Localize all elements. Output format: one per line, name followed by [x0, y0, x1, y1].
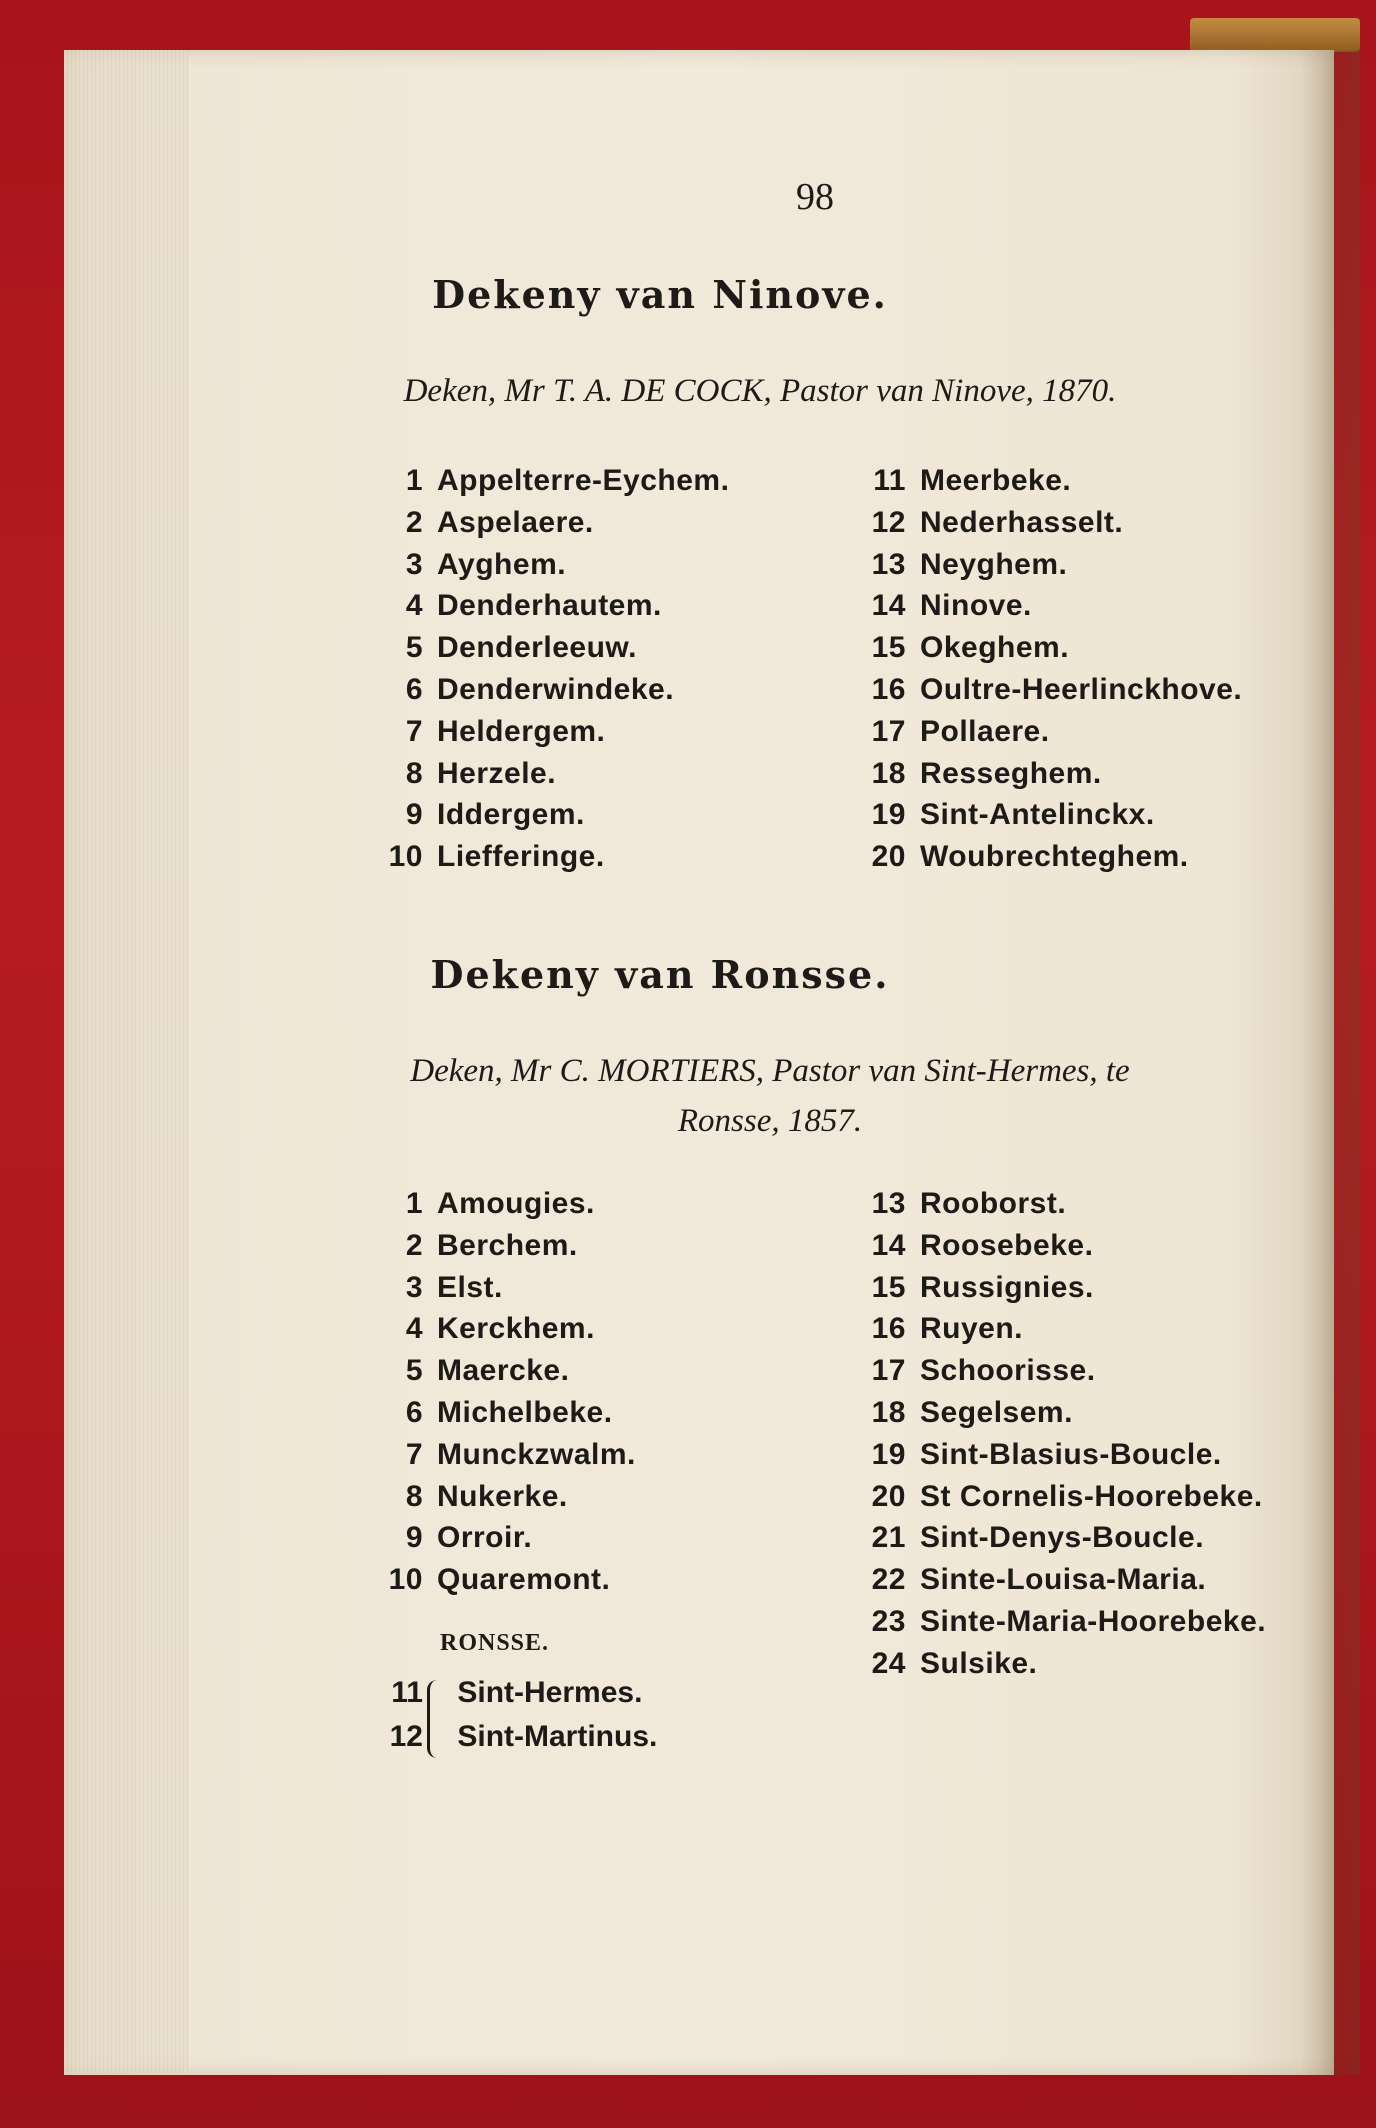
parish-list-item: [375, 1559, 636, 1601]
parish-name: Pollaere.: [920, 714, 1050, 748]
parish-list-item: [375, 1267, 636, 1309]
parish-name: Oultre-Heerlinckhove.: [920, 672, 1243, 706]
parish-list-item: [375, 1183, 636, 1225]
parish-name: Munckzwalm.: [437, 1437, 636, 1471]
parish-name: Heldergem.: [437, 714, 606, 748]
dean-line-ronsse-2: Ronsse, 1857.: [677, 1103, 863, 1139]
parish-number: 24: [871, 1646, 906, 1680]
parish-number: 4: [405, 589, 423, 623]
parish-name: Ruyen.: [920, 1312, 1024, 1346]
parish-number: 8: [405, 756, 423, 790]
parish-name: Russignies.: [920, 1270, 1094, 1304]
parish-number: 7: [405, 714, 423, 748]
parish-name: Amougies.: [437, 1187, 595, 1220]
parish-list-item: [375, 627, 729, 669]
parish-name: Woubrechteghem.: [920, 840, 1189, 874]
parish-list-ronsse-right: [858, 1183, 1266, 1685]
parish-name: Berchem.: [437, 1228, 578, 1262]
parish-list-item: [375, 1434, 636, 1476]
parish-list-ninove-left: [375, 460, 729, 878]
parish-list-item: [858, 585, 1242, 627]
parish-name: Sulsike.: [920, 1646, 1038, 1680]
parish-number: 19: [871, 798, 906, 832]
parish-name: Denderhautem.: [437, 589, 662, 623]
parish-name: Neyghem.: [920, 547, 1068, 581]
parish-list-item: [858, 627, 1242, 669]
parish-list-item: [375, 794, 729, 836]
parish-list-item: [375, 460, 729, 502]
parish-name: Sint-Blasius-Boucle.: [920, 1437, 1222, 1471]
parish-list-item: [858, 1350, 1266, 1392]
parish-list-item: [375, 1350, 636, 1392]
parish-number: 15: [871, 1270, 906, 1304]
parish-list-item: [858, 669, 1242, 711]
dean-line-ninove: Deken, Mr T. A. DE COCK, Pastor van Ninove, 1870.: [403, 373, 1117, 409]
section-heading-ronsse: Dekeny van Ronsse.: [430, 952, 890, 997]
parish-number: 2: [405, 1228, 423, 1262]
dean-line-ronsse-1: Deken, Mr C. MORTIERS, Pastor van Sint-Hermes, te: [410, 1053, 1130, 1089]
parish-list-item: [858, 1643, 1266, 1685]
parish-number: 1: [405, 464, 423, 497]
parish-list-item: [858, 711, 1242, 753]
bracketed-parish-item: [375, 1716, 657, 1758]
parish-name: Roosebeke.: [920, 1228, 1094, 1262]
parish-list-item: [375, 1476, 636, 1518]
parish-number: 13: [871, 547, 906, 581]
parish-name: Resseghem.: [920, 756, 1102, 790]
parish-name: Nederhasselt.: [920, 505, 1124, 539]
parish-number: 18: [871, 756, 906, 790]
bracketed-parish-name: Sint-Martinus.: [457, 1720, 658, 1753]
parish-number: 10: [388, 840, 423, 874]
bracketed-parish-name: Sint-Hermes.: [457, 1676, 643, 1709]
parish-list-item: [375, 1225, 636, 1267]
parish-list-item: [858, 1601, 1266, 1643]
parish-name: Meerbeke.: [920, 464, 1072, 497]
parish-name: Iddergem.: [437, 798, 585, 832]
parish-list-item: [858, 460, 1242, 502]
parish-name: Okeghem.: [920, 631, 1070, 665]
parish-name: Orroir.: [437, 1521, 533, 1555]
parish-list-item: [375, 1392, 636, 1434]
parish-name: Rooborst.: [920, 1187, 1067, 1220]
parish-name: St Cornelis-Hoorebeke.: [920, 1479, 1263, 1513]
parish-number: 11: [873, 464, 906, 497]
parish-number: 3: [405, 1270, 423, 1304]
parish-name: Quaremont.: [437, 1563, 611, 1597]
parish-name: Appelterre-Eychem.: [437, 464, 730, 497]
parish-list-item: [858, 1517, 1266, 1559]
parish-name: Schoorisse.: [920, 1354, 1096, 1388]
parish-number: 12: [871, 505, 906, 539]
bracketed-parish-number: 11: [391, 1676, 423, 1709]
parish-name: Michelbeke.: [437, 1395, 613, 1429]
parish-number: 22: [871, 1563, 906, 1597]
parish-number: 21: [871, 1521, 906, 1555]
parish-number: 17: [871, 714, 906, 748]
parish-list-item: [375, 585, 729, 627]
parish-number: 23: [871, 1604, 906, 1638]
parish-list-item: [858, 1183, 1266, 1225]
parish-list-item: [858, 794, 1242, 836]
parish-number: 6: [405, 1395, 423, 1429]
parish-list-item: [375, 836, 729, 878]
parish-name: Ayghem.: [437, 547, 567, 581]
parish-name: Elst.: [437, 1270, 503, 1304]
parish-number: 9: [405, 1521, 423, 1555]
parish-list-item: [858, 1559, 1266, 1601]
parish-number: 13: [871, 1187, 906, 1220]
parish-number: 17: [871, 1354, 906, 1388]
parish-list-item: [375, 544, 729, 586]
parish-number: 8: [405, 1479, 423, 1513]
section-heading-ninove: Dekeny van Ninove.: [432, 272, 888, 317]
parish-list-item: [375, 1308, 636, 1350]
parish-name: Segelsem.: [920, 1395, 1073, 1429]
parish-name: Ninove.: [920, 589, 1032, 623]
parish-name: Sinte-Maria-Hoorebeke.: [920, 1604, 1267, 1638]
parish-number: 4: [405, 1312, 423, 1346]
parish-name: Denderleeuw.: [437, 631, 637, 665]
parish-number: 5: [405, 631, 423, 665]
parish-number: 6: [405, 672, 423, 706]
parish-number: 15: [871, 631, 906, 665]
parish-name: Sint-Antelinckx.: [920, 798, 1155, 832]
parish-name: Herzele.: [437, 756, 557, 790]
parish-name: Kerckhem.: [437, 1312, 595, 1346]
ronsse-subheading: RONSSE.: [440, 1630, 550, 1656]
parish-number: 2: [405, 505, 423, 539]
parish-list-ronsse-left: [375, 1183, 636, 1601]
parish-list-item: [858, 544, 1242, 586]
parish-list-item: [858, 1392, 1266, 1434]
parish-name: Sint-Denys-Boucle.: [920, 1521, 1205, 1555]
parish-number: 3: [405, 547, 423, 581]
parish-number: 7: [405, 1437, 423, 1471]
parish-number: 16: [871, 672, 906, 706]
parish-number: 16: [871, 1312, 906, 1346]
parish-list-item: [858, 502, 1242, 544]
curly-brace: [427, 1680, 442, 1758]
parish-list-item: [858, 1225, 1266, 1267]
parish-name: Denderwindeke.: [437, 672, 675, 706]
parish-number: 10: [388, 1563, 423, 1597]
bracketed-parish-item: [375, 1672, 642, 1714]
parish-number: 19: [871, 1437, 906, 1471]
parish-number: 9: [405, 798, 423, 832]
parish-list-item: [375, 753, 729, 795]
parish-number: 14: [871, 589, 906, 623]
parish-name: Nukerke.: [437, 1479, 568, 1513]
parish-list-item: [858, 1476, 1266, 1518]
parish-number: 1: [405, 1187, 423, 1220]
parish-list-item: [375, 669, 729, 711]
parish-list-item: [858, 1434, 1266, 1476]
parish-name: Aspelaere.: [437, 505, 594, 539]
parish-list-ninove-right: [858, 460, 1242, 878]
parish-number: 20: [871, 1479, 906, 1513]
parish-list-item: [375, 711, 729, 753]
parish-list-item: [858, 1267, 1266, 1309]
parish-number: 5: [405, 1354, 423, 1388]
parish-list-item: [858, 1308, 1266, 1350]
bracketed-parish-number: 12: [389, 1720, 423, 1753]
parish-list-item: [375, 502, 729, 544]
page-number: 98: [796, 176, 834, 218]
parish-number: 18: [871, 1395, 906, 1429]
parish-name: Liefferinge.: [437, 840, 605, 874]
parish-list-item: [375, 1517, 636, 1559]
parish-number: 20: [871, 840, 906, 874]
parish-number: 14: [871, 1228, 906, 1262]
parish-list-item: [858, 753, 1242, 795]
parish-name: Maercke.: [437, 1354, 570, 1388]
parish-list-item: [858, 836, 1242, 878]
parish-name: Sinte-Louisa-Maria.: [920, 1563, 1207, 1597]
